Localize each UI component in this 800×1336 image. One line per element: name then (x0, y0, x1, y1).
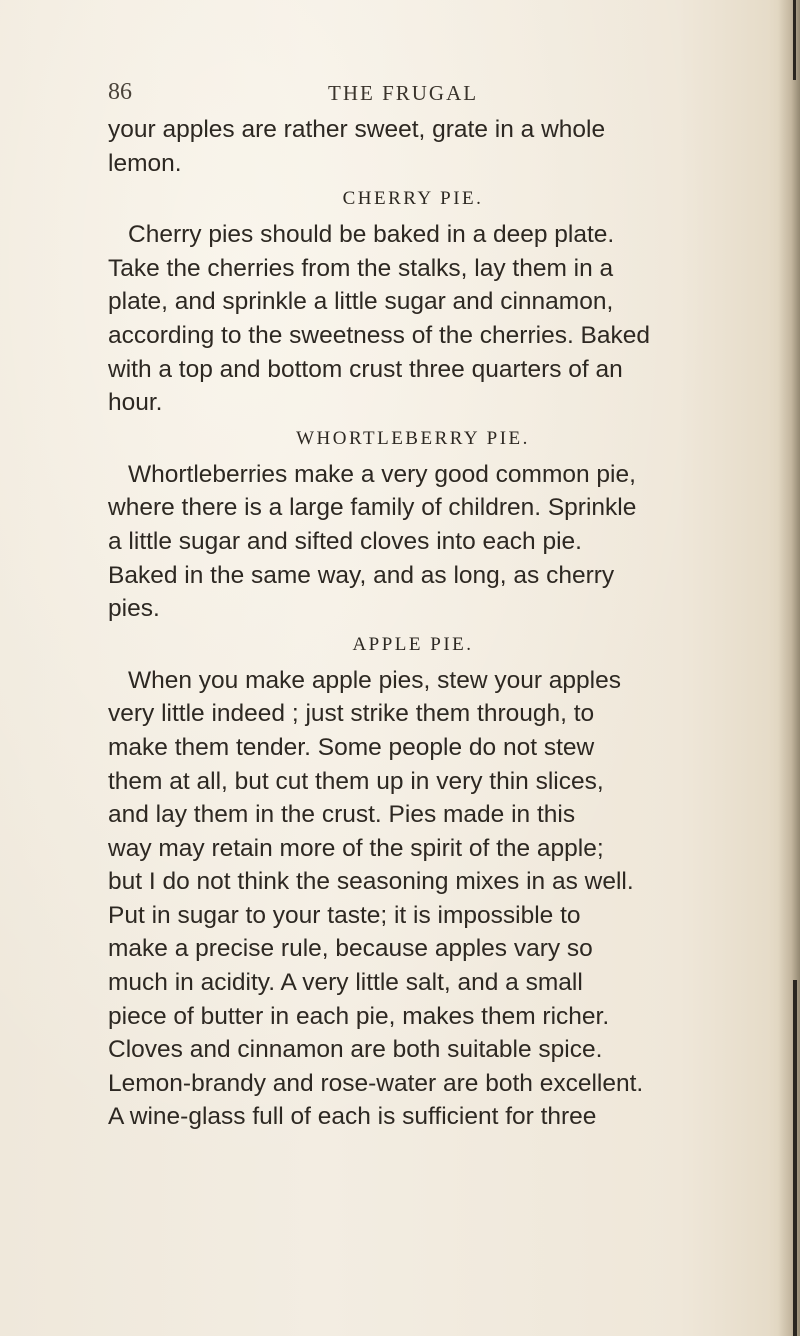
text-line: plate, and sprinkle a little sugar and cinnamon, (108, 288, 614, 316)
text-line: make a precise rule, because apples vary so (108, 935, 593, 963)
text-line: When you make apple pies, stew your apples (128, 666, 621, 694)
text-line: piece of butter in each pie, makes them richer. (108, 1002, 610, 1030)
running-head: THE FRUGAL (328, 81, 479, 105)
section-title-cherry-pie: CHERRY PIE. (342, 188, 484, 210)
text-line: your apples are rather sweet, grate in a whole (108, 116, 606, 143)
page-edge-line-bottom (793, 980, 797, 1336)
text-line: A wine-glass full of each is sufficient for three (108, 1103, 597, 1131)
section-title-apple-pie: APPLE PIE. (352, 633, 474, 655)
text-line: where there is a large family of children. Sprinkle (108, 494, 637, 522)
page-edge-line-top (793, 0, 796, 80)
text-line: with a top and bottom crust three quarters of an (108, 355, 623, 383)
text-line: very little indeed ; just strike them through, to (108, 700, 595, 728)
text-line: Cherry pies should be baked in a deep plate. (128, 221, 615, 249)
text-line: Put in sugar to your taste; it is impossible to (108, 901, 581, 929)
text-line: Take the cherries from the stalks, lay them in a (108, 254, 614, 282)
text-line: hour. (108, 389, 163, 417)
text-line: and lay them in the crust. Pies made in this (108, 801, 576, 829)
text-line: according to the sweetness of the cherries. Baked (108, 321, 651, 349)
text-line: make them tender. Some people do not stew (108, 733, 595, 761)
text-line: much in acidity. A very little salt, and a small (108, 969, 583, 997)
text-line: lemon. (108, 149, 182, 177)
text-line: them at all, but cut them up in very thin slices, (108, 767, 604, 795)
text-line: but I do not think the seasoning mixes in as well. (108, 868, 634, 896)
text-line: pies. (108, 595, 160, 623)
text-line: a little sugar and sifted cloves into each pie. (108, 527, 582, 555)
section-title-whortleberry-pie: WHORTLEBERRY PIE. (296, 427, 530, 449)
page-number: 86 (108, 79, 132, 105)
page-header (108, 79, 738, 109)
text-line: Cloves and cinnamon are both suitable spice. (108, 1036, 603, 1064)
text-line: Baked in the same way, and as long, as cherry (108, 561, 615, 589)
text-line: Lemon-brandy and rose-water are both excellent. (108, 1069, 644, 1097)
page-body (108, 113, 768, 1134)
text-line: way may retain more of the spirit of the apple; (108, 834, 604, 862)
text-line: Whortleberries make a very good common pie, (128, 460, 636, 488)
